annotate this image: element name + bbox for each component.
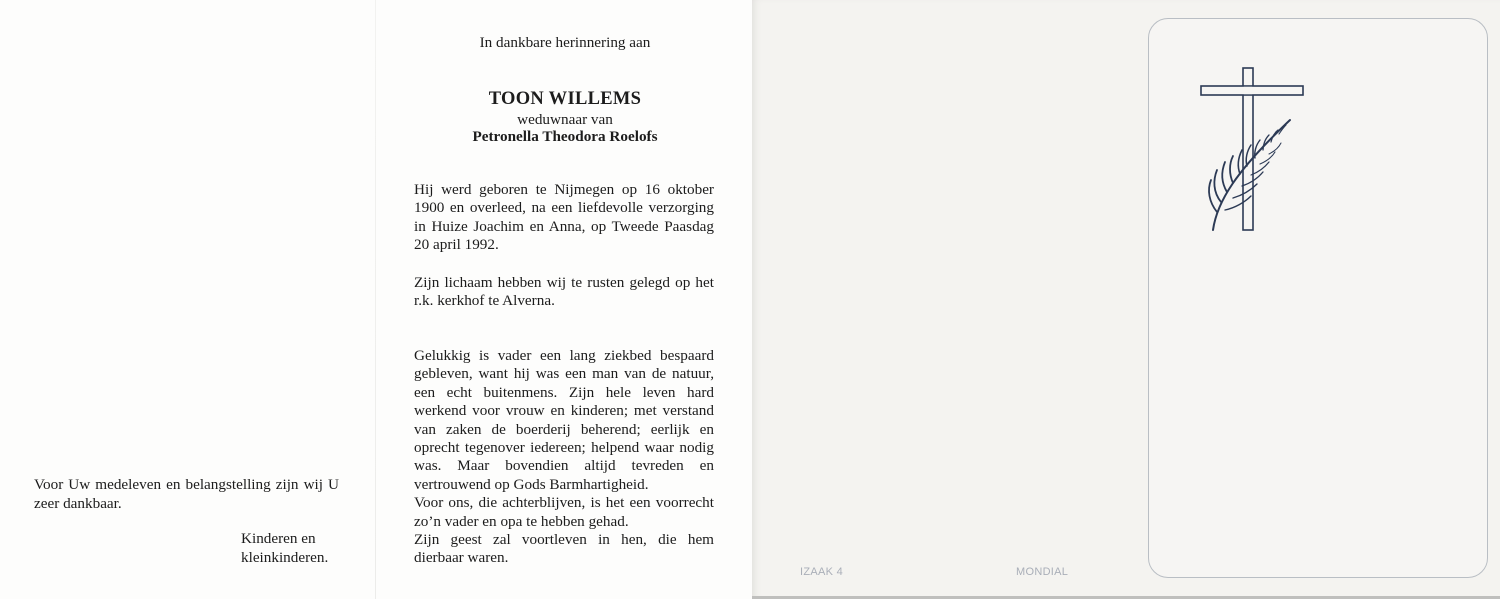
print-mark-izaak: IZAAK 4 — [800, 566, 844, 578]
signoff-line-1: Kinderen en — [241, 530, 316, 547]
spouse-name: Petronella Theodora Roelofs — [472, 128, 658, 145]
birth-death-paragraph: Hij werd geboren te Nijmegen op 16 oktober 1900 en overleed, na een liefdevolle verzorging in Huize Joachim en Anna, op Tweede Paasdag 20 april 1992. — [414, 181, 714, 254]
print-mark-mondial: MONDIAL — [1016, 566, 1069, 578]
deceased-name: TOON WILLEMS — [488, 89, 642, 109]
signoff-line-2: kleinkinderen. — [241, 549, 329, 566]
memorial-text — [414, 347, 714, 568]
closing-paragraph-2: Zijn geest zal voortleven in hen, die hem dierbaar waren. — [414, 531, 714, 567]
burial-paragraph: Zijn lichaam hebben wij te rusten gelegd op het r.k. kerkhof te Alverna. — [414, 274, 714, 310]
cross-icon — [1201, 68, 1303, 230]
cross-illustration — [1195, 62, 1315, 237]
fold-line — [375, 0, 376, 599]
signoff — [241, 529, 351, 567]
intro-line: In dankbare herinnering aan — [479, 34, 651, 51]
memorial-paragraph: Gelukkig is vader een lang ziekbed bespaard gebleven, want hij was een man van de natuur, een echt buitenmens. Zijn hele leven hard werkend voor vrouw en kinderen; met verstand van zaken de boerderij beherend; eerlijk en oprecht tegenover iedereen; helpend waar nodig was. Maar bovendien altijd tevreden en vertrouwend op Gods Barmhartigheid. — [414, 347, 714, 493]
closing-paragraph: Voor ons, die achterblijven, is het een voorrecht zo’n vader en opa te hebben gehad. — [414, 494, 714, 530]
thanks-note: Voor Uw medeleven en belangstelling zijn wij U zeer dankbaar. — [34, 476, 339, 512]
relation-line: weduwnaar van — [517, 111, 613, 128]
